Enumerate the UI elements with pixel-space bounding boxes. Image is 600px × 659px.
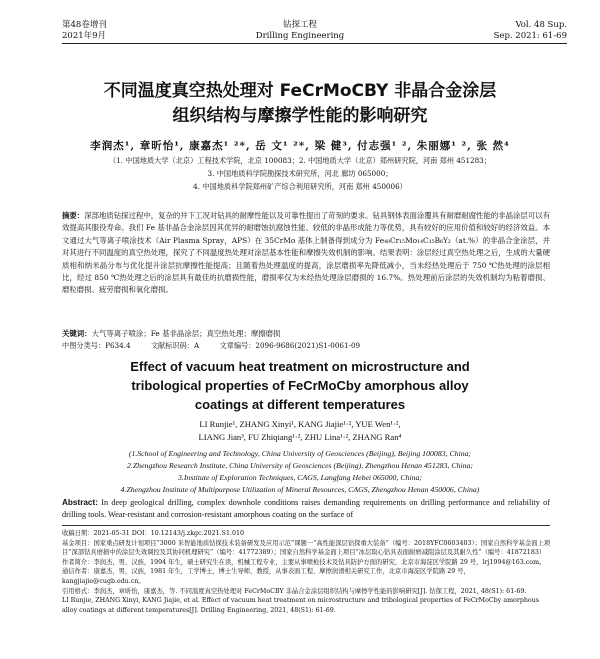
cn-title-line1: 不同温度真空热处理对 FeCrMoCBY 非晶合金涂层 (103, 81, 497, 101)
journal-name-cn: 钻探工程 (282, 20, 317, 30)
en-abstract (62, 497, 550, 520)
en-authors-line2: LIANG Jian³, FU Zhiqiang¹·², ZHU Lina¹·², ZHANG Ran⁴ (198, 432, 402, 442)
cn-keywords-text: 大气等离子喷涂；Fe 基非晶涂层；真空热处理；摩擦磨损 (91, 329, 281, 338)
cn-authors: 李润杰¹, 章昕怡¹, 康嘉杰¹ ²*, 岳 文¹ ²*, 梁 健³, 付志强¹ ², 朱丽娜¹ ², 张 然⁴ (90, 140, 510, 152)
header-left (62, 20, 107, 42)
cn-keywords-label: 关键词： (62, 329, 92, 338)
en-affiliation-3: 3.Institute of Exploration Techniques, CAGS, Langfang Hebei 065000, China; (177, 473, 422, 482)
footnote-citation-cn: 引用格式：李润杰，章昕怡，康嘉杰，等. 不同温度真空热处理对 FeCrMoCBY 非晶合金涂层组织结构与摩擦学性能的影响研究[J]. 钻探工程，2021, 48(S1): 61-69. (62, 587, 527, 595)
journal-date: 2021年9月 (62, 31, 107, 41)
en-title-line2: tribological properties of FeCrMoCby amorphous alloy (131, 378, 469, 393)
cn-affiliation-2: 3. 中国地质科学院勘探技术研究所，河北 廊坊 065000； (207, 169, 393, 178)
cn-affiliation-3: 4. 中国地质科学院郑州矿产综合利用研究所，河南 郑州 450006） (193, 182, 407, 191)
en-affiliation-4: 4.Zhengzhou Institute of Multipurpose Utilization of Mineral Resources, CAGS, Zhengzhou Henan 450006, China) (120, 485, 480, 494)
document-code: 文献标识码：A (150, 341, 200, 350)
en-title-line3: coatings at different temperatures (194, 397, 406, 412)
cn-title-line2: 组织结构与摩擦学性能的影响研究 (172, 106, 428, 126)
en-affiliation-2: 2.Zhengzhou Research Institute, China University of Geosciences (Beijing), Zhengzhou Henan 451283, China; (127, 461, 473, 470)
journal-name-en: Drilling Engineering (255, 31, 345, 41)
en-authors-line1: LI Runjie¹, ZHANG Xinyi¹, KANG Jiajie¹·², YUE Wen¹·², (199, 419, 401, 429)
cn-abstract (62, 210, 550, 297)
footnote-corresponding: 通信作者：康嘉杰，男，汉族，1981 年生，工学博士，博士生导师，教授，从事表面工程、摩擦润滑相关研究工作，北京市海淀区学院路 29 号，kangjiajie@cugb.edu.cn。 (62, 568, 470, 585)
en-title-line1: Effect of vacuum heat treatment on microstructure and (130, 359, 470, 374)
clc-number: 中图分类号：P634.4 (62, 341, 131, 350)
footnote-rule (62, 525, 550, 526)
footnote-citation-en: LI Runjie, ZHANG Xinyi, KANG Jiajie, et al. Effect of vacuum heat treatment on microstructure and tribological properties of FeCrMoCby amorphous alloy coatings at different temperatures[J]. Drilling Engineering, 2021, 48(S1): 61-69. (62, 597, 540, 614)
cn-meta (62, 340, 552, 351)
cn-keywords (62, 328, 550, 340)
header-right (430, 20, 567, 42)
cn-abstract-label: 摘要： (62, 211, 85, 220)
journal-volume: 第48卷增刊 (62, 20, 107, 30)
cn-affiliation-1: （1. 中国地质大学（北京）工程技术学院，北京 100083；2. 中国地质大学（北京）郑州研究院，河南 郑州 451283； (109, 156, 491, 165)
footnote-received: 收稿日期：2021-05-31 DOI：10.12143/j.zkgc.2021.S1.010 (62, 530, 244, 537)
footnote-funding: 基金项目：国家重点研发计划项目“3000 米智能地质钻探技术装备研发及应用示范”课题一“高性能深层钻探重大装备”（编号：2018YFC0603403）；国家自然科学基金面上项目“深部钻具磨损中的涂层失效调控及其协同机理研究”（编号：41772389）；国家自然科学基金面上项目“冰层取心钻具表面耐磨减阻涂层及其耐久性”（编号：41872183） (62, 539, 551, 557)
footnotes (62, 529, 552, 615)
en-abstract-label: Abstract: (62, 498, 98, 507)
en-affiliation-1: (1.School of Engineering and Technology, China University of Geosciences (Beijing), Beijing 100083, China; (128, 449, 472, 458)
footnote-author-bio: 作者简介：李润杰，男，汉族，1994 年生，硕士研究生在读，机械工程专业，主要从事喷枪技术及钻具防护方面的研究，北京市海淀区学院路 29 号，lrj1994@163.com。 (62, 558, 546, 566)
header-center (200, 20, 400, 42)
cn-abstract-text: 深部地质钻探过程中，复杂的井下工况对钻具的耐摩性能以及可靠性提出了苛刻的要求。钻具钢体表面涂覆具有耐磨耐腐性能的非晶涂层可以有效提高其服役寿命。我们 Fe 基非晶合金涂层因其优异的耐磨蚀抗腐蚀性能、较低的非晶形成能力等优势，具有较好的应用价值和较好的经济效益。本文通过大气等离子喷涂技术（Air Plasma Spray，APS）在 35CrMo 基体上制备得到成分为 Fe₄₈Cr₁₅Mo₁₄C₁₅B₆Y₂（at.%）的非晶合金涂层，并对其进行不同温度的真空热处理，探究了不同温度热处理对涂层基本性能和摩擦失效机制的影响。结果表明：涂层经过真空热处理之后，生成的大量硬质相和纳米晶分布与优化提升涂层抗摩擦性能提高；且随着热处理温度的提高，涂层磨损率先降低减小，当未经热处理后于 750 ℃热处理的涂层相比，经过 850 ℃热处理之后的涂层具有最佳的抗磨损性能，磨损率仅为未经热处理涂层磨损的 16.7%。热处理前后涂层的失效机制均为粘着磨损、磨粒磨损、疲劳磨损和氧化磨损。 (62, 211, 550, 295)
article-number: 文章编号：2096-9686(2021)S1-0061-09 (219, 341, 361, 350)
journal-volume-en: Vol. 48 Sup. (515, 20, 567, 30)
en-abstract-text: In deep geological drilling, complex downhole conditions raises demanding requirements on drilling performance and reliability of drilling tools. Wear-resistant and corrosion-resistant amorphous coating on the surface of (62, 498, 551, 519)
header-rule (62, 43, 567, 44)
journal-pages: Sep. 2021: 61-69 (493, 31, 567, 41)
